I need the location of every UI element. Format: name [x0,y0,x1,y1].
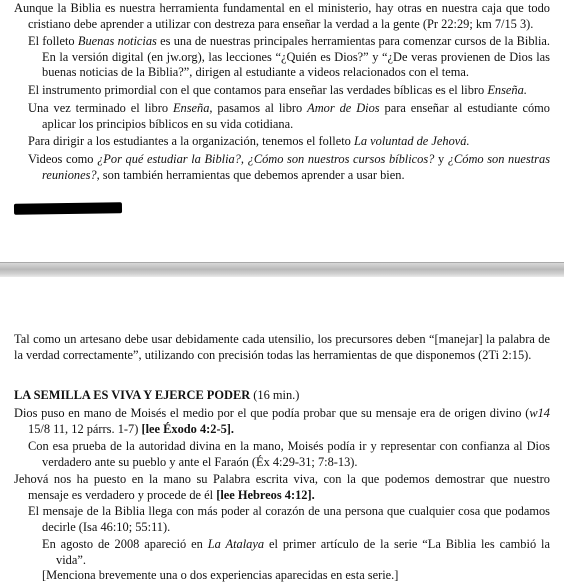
page-separator [0,262,564,277]
paragraph-voluntad-de-jehova: Para dirigir a los estudiantes a la organización, tenemos el folleto La voluntad de Jehová. [28,134,470,148]
paragraph-ensena-book: El instrumento primordial con el que contamos para enseñar las verdades bíblicas es el libro Enseña. [28,83,527,97]
section-heading: LA SEMILLA ES VIVA Y EJERCE PODER (16 min.) [14,388,300,402]
section-duration: (16 min.) [250,388,300,402]
paragraph-amor-de-dios: Una vez terminado el libro Enseña, pasamos al libro Amor de Dios para enseñar al estudiante cómo aplicar los principios bíblicos en su vida cotidiana. [28,101,550,131]
paragraph-autoridad-divina: Con esa prueba de la autoridad divina en la mano, Moisés podía ir y representar con confianza al Dios verdadero ante su pueblo y ante el Faraón (Éx 4:29-31; 7:8-13). [28,439,550,469]
paragraph-artesano: Tal como un artesano debe usar debidamente cada utensilio, los precursores deben “[manejar] la palabra de la verdad correctamente”, utilizando con precisión todas las herramientas de que disponemos (2Ti 2:15). [14,332,550,362]
page-top [0,0,564,262]
page-bottom [0,276,564,583]
paragraph-buenas-noticias: El folleto Buenas noticias es una de nuestras principales herramientas para comenzar cursos de la Biblia. En la versión digital (en jw.org), las lecciones “¿Quién es Dios?” y “¿De veras provienen de Dios las buenas noticias de la Biblia?”, dirigen al estudiante a videos relacionados con el tema. [28,34,551,80]
redaction-mark [14,202,122,215]
paragraph-mensaje-biblia: El mensaje de la Biblia llega con más poder al corazón de una persona que cualquier cosa que podamos decirle (Isa 46:10; 55:11). [28,504,550,534]
paragraph-tools-intro: Aunque la Biblia es nuestra herramienta fundamental en el ministerio, hay otras en nuestra caja que todo cristiano debe aprender a utilizar con destreza para enseñar la verdad a la gente (Pr 22:29; km 7/15 3). [14,1,550,31]
scripture-reading-exodo: [lee Éxodo 4:2-5]. [141,421,235,436]
paragraph-instruction: [Menciona brevemente una o dos experiencias aparecidas en esta serie.] [42,568,399,582]
paragraph-atalaya-serie: En agosto de 2008 apareció en La Atalaya el primer artículo de la serie “La Biblia les cambió la vida”. [42,537,550,567]
paragraph-videos: Videos como ¿Por qué estudiar la Biblia?, ¿Cómo son nuestros cursos bíblicos? y ¿Cómo son nuestras reuniones?, son también herramientas que debemos aprender a usar bien. [28,152,551,182]
paragraph-palabra-viva: Jehová nos ha puesto en la mano su Palabra escrita viva, con la que podemos demostrar que nuestro mensaje es verdadero y procede de él [lee Hebreos 4:12]. [14,472,550,502]
paragraph-moises-vara: Dios puso en mano de Moisés el medio por el que podía probar que su mensaje era de origen divino (w14 15/8 11, 12 párrs. 1-7) [lee Éxodo 4:2-5]. [14,406,550,436]
scripture-reading-hebreos: [lee Hebreos 4:12]. [216,487,315,502]
